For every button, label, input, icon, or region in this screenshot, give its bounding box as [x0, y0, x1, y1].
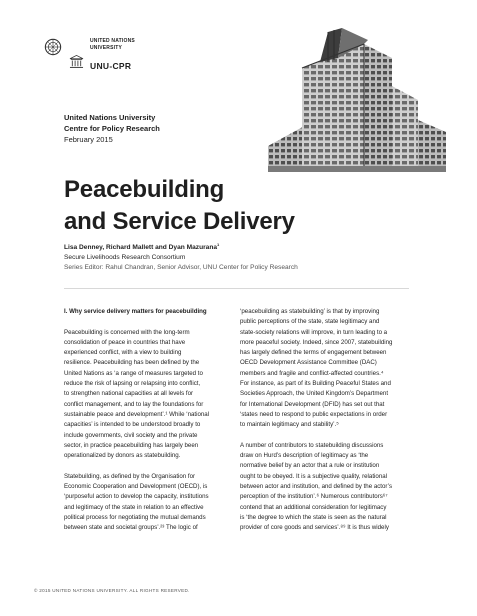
- title-line2: and Service Delivery: [64, 208, 295, 235]
- un-seal-icon: [44, 38, 62, 56]
- logo-institute: UNU-CPR: [90, 61, 132, 71]
- body-text-line: perception of the institution’.⁶ Numerous contributors⁶⁷: [240, 493, 388, 501]
- body-text-line: and legitimacy of the state in relation to an effective: [64, 503, 204, 511]
- series-editor: Series Editor: Rahul Chandran, Senior Advisor, UNU Center for Policy Research: [64, 264, 298, 272]
- building-photo: [268, 28, 446, 172]
- body-text-line: sustainable peace and development’.¹ While ‘national: [64, 410, 210, 418]
- logo-org-name: [90, 38, 170, 52]
- report-meta: [64, 112, 160, 145]
- body-text-line: provider of core goods and services’.⁸⁹ It is thus widely: [240, 524, 389, 532]
- body-text-line: United Nations as ‘a range of measures targeted to: [64, 369, 203, 377]
- body-text-line: between state and societal groups’.²³ The logic of: [64, 524, 198, 532]
- divider: [64, 288, 409, 289]
- logo-org-line2: UNIVERSITY: [90, 45, 123, 51]
- body-text-line: state-society relations will improve, in turn leading to a: [240, 328, 388, 336]
- body-text-line: Economic Cooperation and Development (OECD), is: [64, 483, 208, 491]
- author-names: [64, 240, 298, 253]
- body-text-line: OECD Development Assistance Committee (DAC): [240, 359, 377, 367]
- body-text-line: A number of contributors to statebuilding discussions: [240, 441, 384, 449]
- body-column-left: [64, 307, 232, 534]
- copyright-footer: © 2015 UNITED NATIONS UNIVERSITY. ALL RIGHTS RESERVED.: [34, 588, 190, 593]
- body-text-line: to strengthen national capacities at all levels for: [64, 390, 194, 398]
- body-text-line: Societies Approach, the United Kingdom’s Department: [240, 390, 389, 398]
- temple-icon: [69, 55, 84, 69]
- body-text-line: include governments, civil society and the private: [64, 431, 198, 439]
- body-text-line: conflict management, and to lay the foundations for: [64, 400, 204, 408]
- meta-org: United Nations University: [64, 113, 156, 122]
- logo-org-line1: UNITED NATIONS: [90, 38, 135, 44]
- body-text-line: normative belief by an actor that a rule or institution: [240, 462, 380, 470]
- body-text-line: resilience. Peacebuilding has been defined by the: [64, 359, 200, 367]
- paragraph-gap: [64, 317, 232, 327]
- body-text-line: between actor and institution, and defined by the actor’s: [240, 483, 393, 491]
- body-text-line: For instance, as part of its Building Peaceful States and: [240, 380, 391, 388]
- body-text-line: for International Development (DFID) has set out that: [240, 400, 385, 408]
- body-column-right: [240, 307, 408, 534]
- body-text-line: Statebuilding, as defined by the Organisation for: [64, 472, 196, 480]
- body-text-line: ought to be obeyed. It is a subjective quality, relational: [240, 472, 388, 480]
- body-text-line: ‘purposeful action to develop the capacity, institutions: [64, 493, 209, 501]
- body-text-line: members and fragile and conflict-affected countries.⁴: [240, 369, 384, 377]
- body-text-line: public perceptions of the state, state legitimacy and: [240, 318, 380, 326]
- section-heading: I. Why service delivery matters for peacebuilding: [64, 308, 207, 315]
- body-text-line: ‘states need to respond to public expectations in order: [240, 410, 388, 418]
- body-text-line: ‘peacebuilding as statebuilding’ is that by improving: [240, 308, 380, 315]
- body-text-line: capacities’ is intended to be understood broadly to: [64, 421, 201, 429]
- body-text-line: to maintain legitimacy and stability’.⁵: [240, 421, 339, 429]
- body-text-line: reduce the risk of lapsing or relapsing into conflict,: [64, 380, 201, 388]
- body-text-line: consolidation of peace in countries that have: [64, 338, 186, 346]
- meta-centre: Centre for Policy Research: [64, 124, 160, 133]
- author-names-text: Lisa Denney, Richard Mallett and Dyan Mazurana: [64, 244, 218, 252]
- body-text-line: political process for negotiating the mutual demands: [64, 513, 206, 521]
- body-text-line: has largely defined the terms of engagement between: [240, 349, 387, 357]
- title-line1: Peacebuilding: [64, 176, 225, 203]
- meta-date: February 2015: [64, 135, 113, 144]
- body-text-line: more peaceful society. Indeed, since 2007, statebuilding: [240, 338, 393, 346]
- body-text-line: Peacebuilding is concerned with the long-term: [64, 328, 190, 336]
- author-consortium: Secure Livelihoods Research Consortium: [64, 254, 186, 262]
- page-title: [64, 174, 295, 238]
- paragraph-gap: [64, 461, 232, 471]
- body-text-line: operationalized by donors as statebuilding.: [64, 452, 181, 460]
- body-text-line: draw on Hurd’s description of legitimacy as ‘the: [240, 452, 369, 460]
- authors-block: [64, 240, 298, 273]
- author-footnote-mark: 1: [217, 242, 220, 247]
- body-text-line: is ‘the degree to which the state is seen as the natural: [240, 513, 387, 521]
- body-text-line: sector, in practice peacebuilding has largely been: [64, 441, 199, 449]
- paragraph-gap: [240, 431, 408, 441]
- body-text-line: experienced conflict, with a view to building: [64, 349, 182, 357]
- body-text-line: contend that an additional consideration for legitimacy: [240, 503, 387, 511]
